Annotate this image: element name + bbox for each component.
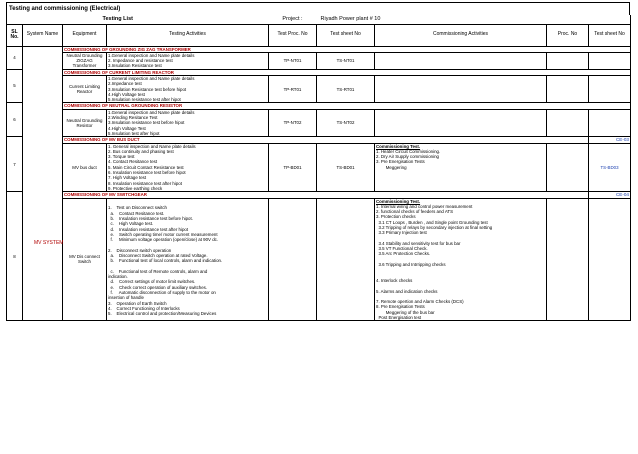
page-title: Testing and commissioning (Electrical) <box>6 2 630 15</box>
section-title: COMMISSIONING OF NEUTRAL GROUNDING RESISTOR <box>63 103 631 109</box>
system-name-label: MV SYSTEM <box>34 240 64 246</box>
section-title: COMMISSIONING OF CURRENT LIMITING REACTOR <box>63 69 631 75</box>
testing-table <box>6 15 631 321</box>
col-equipment: Equipment <box>63 24 107 46</box>
testing-activities: 1. General inspection and Name plate details 2. Bus continuity and phasing test 3. Torque test 4. Contact Resitance test 5. Main Circuit Contact Resistance test 6. Insulation resistance test before hipot 7. High Voltage test 8. Insulation resistance test after hipot 9. Protective earthing check <box>107 143 269 192</box>
testing-list-label: Testing List <box>102 15 133 22</box>
sl-number: 7 <box>7 137 23 192</box>
equipment-name: MV Dis connect Switch <box>63 198 107 321</box>
equipment-name: Current Limiting Reactor <box>63 75 107 102</box>
project-value: Riyadh Power plant # 10 <box>320 15 381 22</box>
test-sheet-no: TS-NT01 <box>317 52 375 69</box>
test-proc-no: TP-NT01 <box>269 52 317 69</box>
section-ref: CE-03 <box>589 137 631 143</box>
commissioning-sheet <box>6 2 630 321</box>
project-label: Project : <box>282 15 303 22</box>
commissioning-activities: Commissioning Test. 1. Internal wiring and control power measurement 2. functional checks of feeders and ATS 3. Protection checks 3.1 CT Loops , Burden , and Single point Grounding test 3.2 Tripping of relays by secondary injection at final setting 3.3 Primary Injection test 3.4 Stability and sensitivity test for bus bar 3.5 VT Functional Check. 3.5 Arc Protection Checks. 3.6 Tripping and Intrripping checks 4. Interlock checks 5. Alarms and indication checks 7. Remote opertion and Alarm Checks (DCS) 8. Pre Energisation Tests Meggering of the bus bar Post Energisation test <box>375 198 547 321</box>
test-sheet-no: TS-NT02 <box>317 109 375 136</box>
col-sheetno: Test sheet No <box>589 24 631 46</box>
testing-activities: 1.General inspection and Name plate details 2.Impedance test 3.Insulation Resistance test before hipot 4.High Voltage test 5.Insulation resistance test after hipot <box>107 75 269 102</box>
sl-number: 8 <box>7 192 23 321</box>
col-comm: Commissioning Activities <box>375 24 547 46</box>
section-ref: CE-04 <box>589 192 631 198</box>
testing-activities: 1.General inspection and Name plate details 2.Winding Resitance Test 3.Insulation resistance test before hipot 4.High Voltage Test 5.Insulation test after hipot <box>107 109 269 136</box>
commissioning-activities: Commissioning Test. 1. Heater Circuit Commissioning. 2. Dry Air Supply commissioning 3. Pre Energisation Tests Meggering <box>375 143 547 192</box>
col-system: System Name <box>23 24 63 46</box>
sl-number: 5 <box>7 69 23 103</box>
equipment-name: MV bus duct <box>63 143 107 192</box>
test-sheet-no: TS-BD01 <box>317 143 375 192</box>
header-row <box>7 24 631 46</box>
testing-activities: 1. Test on Disconnect switch a. Contact Resitance test. b. Insulation resistance test before hipot. c. High Voltage test. d. Insulation resistance test after hipot e. Switch operating time/ motor current measurement f. Minimum voltage operation (open/close) at 90V dc. 2. Disconnect switch operation a. Disconnect Switch operation at rated Voltage. b. Functional test of local controls, alarm and indication. c. Functional test of Remote controls, alarm and indication. d. Correct settings of motor limit switches. e. Check correct operation of auxiliary switches. f. Automatic disconnection of supply to the motor on insertion of handle 3. Operation of Earth Switch 4. Correct Functioning of Interlocks 5. Electrical control and protection/Measuring Devices <box>107 198 269 321</box>
col-proc: Test Proc. No <box>269 24 317 46</box>
section-title: COMMISSIONING OF GROUNDING ZIG ZAG TRANSFORMER <box>63 46 631 52</box>
col-sl: SL No. <box>7 24 23 46</box>
col-procno: Proc. No <box>547 24 589 46</box>
comm-sheet-no: TS-BD03 <box>589 143 631 192</box>
sl-number: 4 <box>7 46 23 69</box>
test-proc-no: TP-NT02 <box>269 109 317 136</box>
test-proc-no: TP-RT01 <box>269 75 317 102</box>
testing-activities: 1.General inspection and Name plate details 2. Impedance and resistance test 3.Insulation Resistance test <box>107 52 269 69</box>
equipment-name: Neutral Grounding ZIGZAG Transformer <box>63 52 107 69</box>
col-testing: Testing Activities <box>107 24 269 46</box>
col-sheet: Test sheet No <box>317 24 375 46</box>
equipment-name: Neutral Grounding Resistor <box>63 109 107 136</box>
section-title: COMMISSIONING OF MV SWITCHGEAR <box>63 192 589 198</box>
section-title: COMMISSIONING OF MV BUS DUCT <box>63 137 589 143</box>
test-proc-no: TP-BD01 <box>269 143 317 192</box>
test-sheet-no: TS-RT01 <box>317 75 375 102</box>
sl-number: 6 <box>7 103 23 137</box>
